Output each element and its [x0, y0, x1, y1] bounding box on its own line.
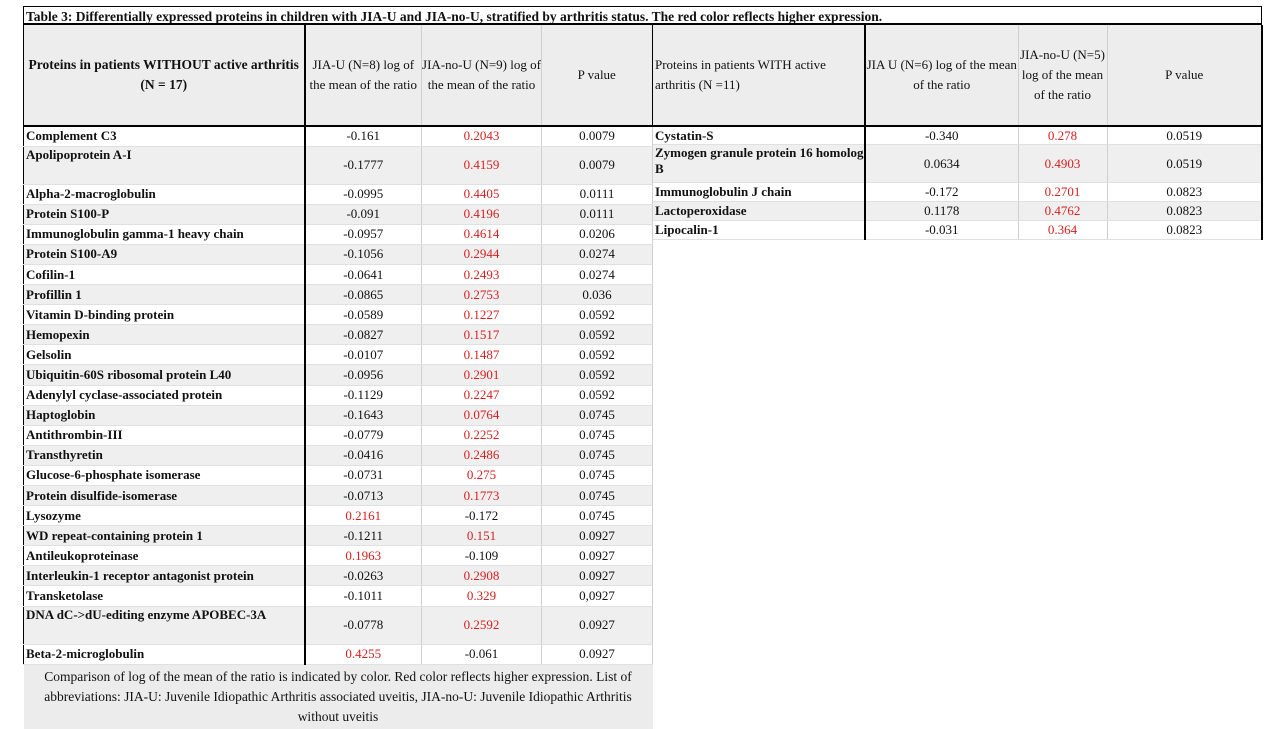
left-header-jia-u: JIA-U (N=8) log of the mean of the ratio — [305, 25, 422, 126]
protein-name: Haptoglobin — [24, 405, 305, 425]
jia-u-value: -0.0589 — [305, 305, 422, 325]
jia-no-u-value: 0.4762 — [1018, 202, 1107, 221]
left-table-row — [24, 264, 653, 284]
p-value: 0.0745 — [542, 506, 653, 526]
jia-no-u-value: 0.2493 — [422, 264, 542, 284]
p-value: 0,0927 — [542, 586, 653, 606]
right-header-jia-u: JIA U (N=6) log of the mean of the ratio — [865, 25, 1018, 126]
right-header-jia-no-u: JIA-no-U (N=5) log of the mean of the ratio — [1018, 25, 1107, 126]
protein-name: Lactoperoxidase — [653, 202, 865, 221]
p-value: 0.0745 — [542, 465, 653, 485]
jia-no-u-value: 0.4614 — [422, 224, 542, 244]
p-value: 0.036 — [542, 285, 653, 305]
jia-u-value: -0.161 — [305, 126, 422, 146]
left-header-protein: Proteins in patients WITHOUT active arthritis (N = 17) — [24, 25, 305, 126]
jia-no-u-value: 0.4196 — [422, 204, 542, 224]
protein-name: Vitamin D-binding protein — [24, 305, 305, 325]
jia-no-u-value: 0.2247 — [422, 385, 542, 405]
jia-no-u-value: -0.061 — [422, 644, 542, 664]
jia-u-value: -0.0263 — [305, 566, 422, 586]
jia-no-u-value: 0.2043 — [422, 126, 542, 146]
jia-u-value: -0.0107 — [305, 345, 422, 365]
left-table-row — [24, 644, 653, 664]
jia-u-value: -0.1011 — [305, 586, 422, 606]
jia-u-value: -0.0865 — [305, 285, 422, 305]
p-value: 0.0111 — [542, 184, 653, 204]
p-value: 0.0592 — [542, 385, 653, 405]
protein-name: DNA dC->dU-editing enzyme APOBEC-3A — [24, 606, 305, 644]
p-value: 0.0592 — [542, 305, 653, 325]
jia-no-u-value: 0.2252 — [422, 425, 542, 445]
protein-name: Gelsolin — [24, 345, 305, 365]
protein-name: Transthyretin — [24, 445, 305, 465]
jia-no-u-value: 0.1773 — [422, 486, 542, 506]
left-table-row — [24, 184, 653, 204]
jia-u-value: -0.091 — [305, 204, 422, 224]
protein-name: Transketolase — [24, 586, 305, 606]
p-value: 0.0823 — [1107, 202, 1262, 221]
protein-name: Protein S100-A9 — [24, 244, 305, 264]
table-footnote: Comparison of log of the mean of the ratio is indicated by color. Red color reflects higher expression. List of abbreviations: JIA-U: Juvenile Idiopathic Arthritis associated uveitis, JIA-no-U: Juvenile Idiopathic Arthritis without uveitis — [24, 664, 653, 729]
left-table-row — [24, 546, 653, 566]
left-table-row — [24, 224, 653, 244]
footnote-row — [24, 664, 653, 729]
protein-name: Zymogen granule protein 16 homolog B — [653, 145, 865, 183]
jia-no-u-value: -0.172 — [422, 506, 542, 526]
protein-name: Glucose-6-phosphate isomerase — [24, 465, 305, 485]
protein-name: Cystatin-S — [653, 126, 865, 145]
jia-no-u-value: 0.364 — [1018, 220, 1107, 239]
p-value: 0.0927 — [542, 566, 653, 586]
left-table-row — [24, 445, 653, 465]
left-table-row — [24, 204, 653, 224]
jia-u-value: 0.2161 — [305, 506, 422, 526]
protein-name: Complement C3 — [24, 126, 305, 146]
jia-u-value: -0.0416 — [305, 445, 422, 465]
left-table-row — [24, 244, 653, 264]
jia-no-u-value: 0.275 — [422, 465, 542, 485]
right-table-row — [653, 220, 1262, 239]
left-table-row — [24, 345, 653, 365]
protein-name: Apolipoprotein A-I — [24, 146, 305, 184]
table-caption: Table 3: Differentially expressed proteins in children with JIA-U and JIA-no-U, stratified by arthritis status. The red color reflects higher expression. — [23, 6, 1262, 25]
right-table-row — [653, 126, 1262, 145]
left-table-row — [24, 146, 653, 184]
left-header-jia-no-u: JIA-no-U (N=9) log of the mean of the ratio — [422, 25, 542, 126]
p-value: 0.0592 — [542, 325, 653, 345]
protein-name: Alpha-2-macroglobulin — [24, 184, 305, 204]
protein-name: Ubiquitin-60S ribosomal protein L40 — [24, 365, 305, 385]
p-value: 0.0745 — [542, 445, 653, 465]
p-value: 0.0592 — [542, 365, 653, 385]
right-table-row — [653, 145, 1262, 183]
right-table-with-arthritis — [653, 25, 1263, 240]
jia-no-u-value: 0.2486 — [422, 445, 542, 465]
jia-no-u-value: 0.4903 — [1018, 145, 1107, 183]
protein-name: Cofilin-1 — [24, 264, 305, 284]
jia-u-value: -0.1129 — [305, 385, 422, 405]
jia-u-value: -0.1777 — [305, 146, 422, 184]
jia-no-u-value: 0.2901 — [422, 365, 542, 385]
p-value: 0.0927 — [542, 644, 653, 664]
jia-u-value: 0.0634 — [865, 145, 1018, 183]
left-table-without-arthritis — [23, 25, 654, 729]
p-value: 0.0823 — [1107, 183, 1262, 202]
left-header-p-value: P value — [542, 25, 653, 126]
jia-no-u-value: 0.1517 — [422, 325, 542, 345]
jia-u-value: -0.0779 — [305, 425, 422, 445]
jia-u-value: -0.031 — [865, 220, 1018, 239]
left-table-row — [24, 285, 653, 305]
jia-u-value: 0.1963 — [305, 546, 422, 566]
jia-u-value: -0.1056 — [305, 244, 422, 264]
left-table-row — [24, 606, 653, 644]
jia-u-value: -0.0827 — [305, 325, 422, 345]
jia-no-u-value: 0.2944 — [422, 244, 542, 264]
jia-u-value: -0.0778 — [305, 606, 422, 644]
protein-name: WD repeat-containing protein 1 — [24, 526, 305, 546]
jia-no-u-value: 0.329 — [422, 586, 542, 606]
jia-no-u-value: 0.2592 — [422, 606, 542, 644]
jia-no-u-value: -0.109 — [422, 546, 542, 566]
p-value: 0.0927 — [542, 546, 653, 566]
protein-name: Interleukin-1 receptor antagonist protein — [24, 566, 305, 586]
p-value: 0.0745 — [542, 486, 653, 506]
left-table-row — [24, 486, 653, 506]
p-value: 0.0927 — [542, 526, 653, 546]
protein-name: Antithrombin-III — [24, 425, 305, 445]
p-value: 0.0927 — [542, 606, 653, 644]
left-table-row — [24, 566, 653, 586]
left-table-row — [24, 526, 653, 546]
left-table-row — [24, 365, 653, 385]
jia-no-u-value: 0.2908 — [422, 566, 542, 586]
left-table-row — [24, 465, 653, 485]
p-value: 0.0079 — [542, 126, 653, 146]
jia-u-value: -0.0641 — [305, 264, 422, 284]
jia-no-u-value: 0.0764 — [422, 405, 542, 425]
jia-u-value: -0.0956 — [305, 365, 422, 385]
protein-name: Antileukoproteinase — [24, 546, 305, 566]
protein-name: Protein S100-P — [24, 204, 305, 224]
jia-no-u-value: 0.2701 — [1018, 183, 1107, 202]
p-value: 0.0519 — [1107, 126, 1262, 145]
p-value: 0.0519 — [1107, 145, 1262, 183]
p-value: 0.0745 — [542, 405, 653, 425]
p-value: 0.0823 — [1107, 220, 1262, 239]
p-value: 0.0274 — [542, 264, 653, 284]
jia-u-value: -0.1643 — [305, 405, 422, 425]
protein-name: Adenylyl cyclase-associated protein — [24, 385, 305, 405]
left-table-row — [24, 126, 653, 146]
jia-u-value: -0.0995 — [305, 184, 422, 204]
left-table-row — [24, 305, 653, 325]
left-table-row — [24, 506, 653, 526]
right-header-p-value: P value — [1107, 25, 1262, 126]
right-table-row — [653, 202, 1262, 221]
jia-u-value: -0.1211 — [305, 526, 422, 546]
right-table-row — [653, 183, 1262, 202]
p-value: 0.0745 — [542, 425, 653, 445]
protein-name: Beta-2-microglobulin — [24, 644, 305, 664]
jia-u-value: -0.172 — [865, 183, 1018, 202]
left-table-row — [24, 586, 653, 606]
jia-u-value: 0.1178 — [865, 202, 1018, 221]
left-table-row — [24, 425, 653, 445]
protein-name: Lipocalin-1 — [653, 220, 865, 239]
protein-name: Profillin 1 — [24, 285, 305, 305]
protein-name: Hemopexin — [24, 325, 305, 345]
jia-no-u-value: 0.278 — [1018, 126, 1107, 145]
left-table-row — [24, 405, 653, 425]
p-value: 0.0592 — [542, 345, 653, 365]
p-value: 0.0206 — [542, 224, 653, 244]
p-value: 0.0274 — [542, 244, 653, 264]
jia-no-u-value: 0.1487 — [422, 345, 542, 365]
protein-name: Immunoglobulin J chain — [653, 183, 865, 202]
jia-u-value: -0.0713 — [305, 486, 422, 506]
protein-name: Immunoglobulin gamma-1 heavy chain — [24, 224, 305, 244]
left-table-row — [24, 385, 653, 405]
jia-no-u-value: 0.151 — [422, 526, 542, 546]
jia-no-u-value: 0.4405 — [422, 184, 542, 204]
jia-u-value: -0.0957 — [305, 224, 422, 244]
p-value: 0.0079 — [542, 146, 653, 184]
jia-no-u-value: 0.2753 — [422, 285, 542, 305]
jia-u-value: 0.4255 — [305, 644, 422, 664]
jia-no-u-value: 0.1227 — [422, 305, 542, 325]
right-header-protein: Proteins in patients WITH active arthritis (N =11) — [653, 25, 865, 126]
protein-name: Protein disulfide-isomerase — [24, 486, 305, 506]
left-table-row — [24, 325, 653, 345]
protein-name: Lysozyme — [24, 506, 305, 526]
jia-u-value: -0.0731 — [305, 465, 422, 485]
jia-u-value: -0.340 — [865, 126, 1018, 145]
jia-no-u-value: 0.4159 — [422, 146, 542, 184]
p-value: 0.0111 — [542, 204, 653, 224]
